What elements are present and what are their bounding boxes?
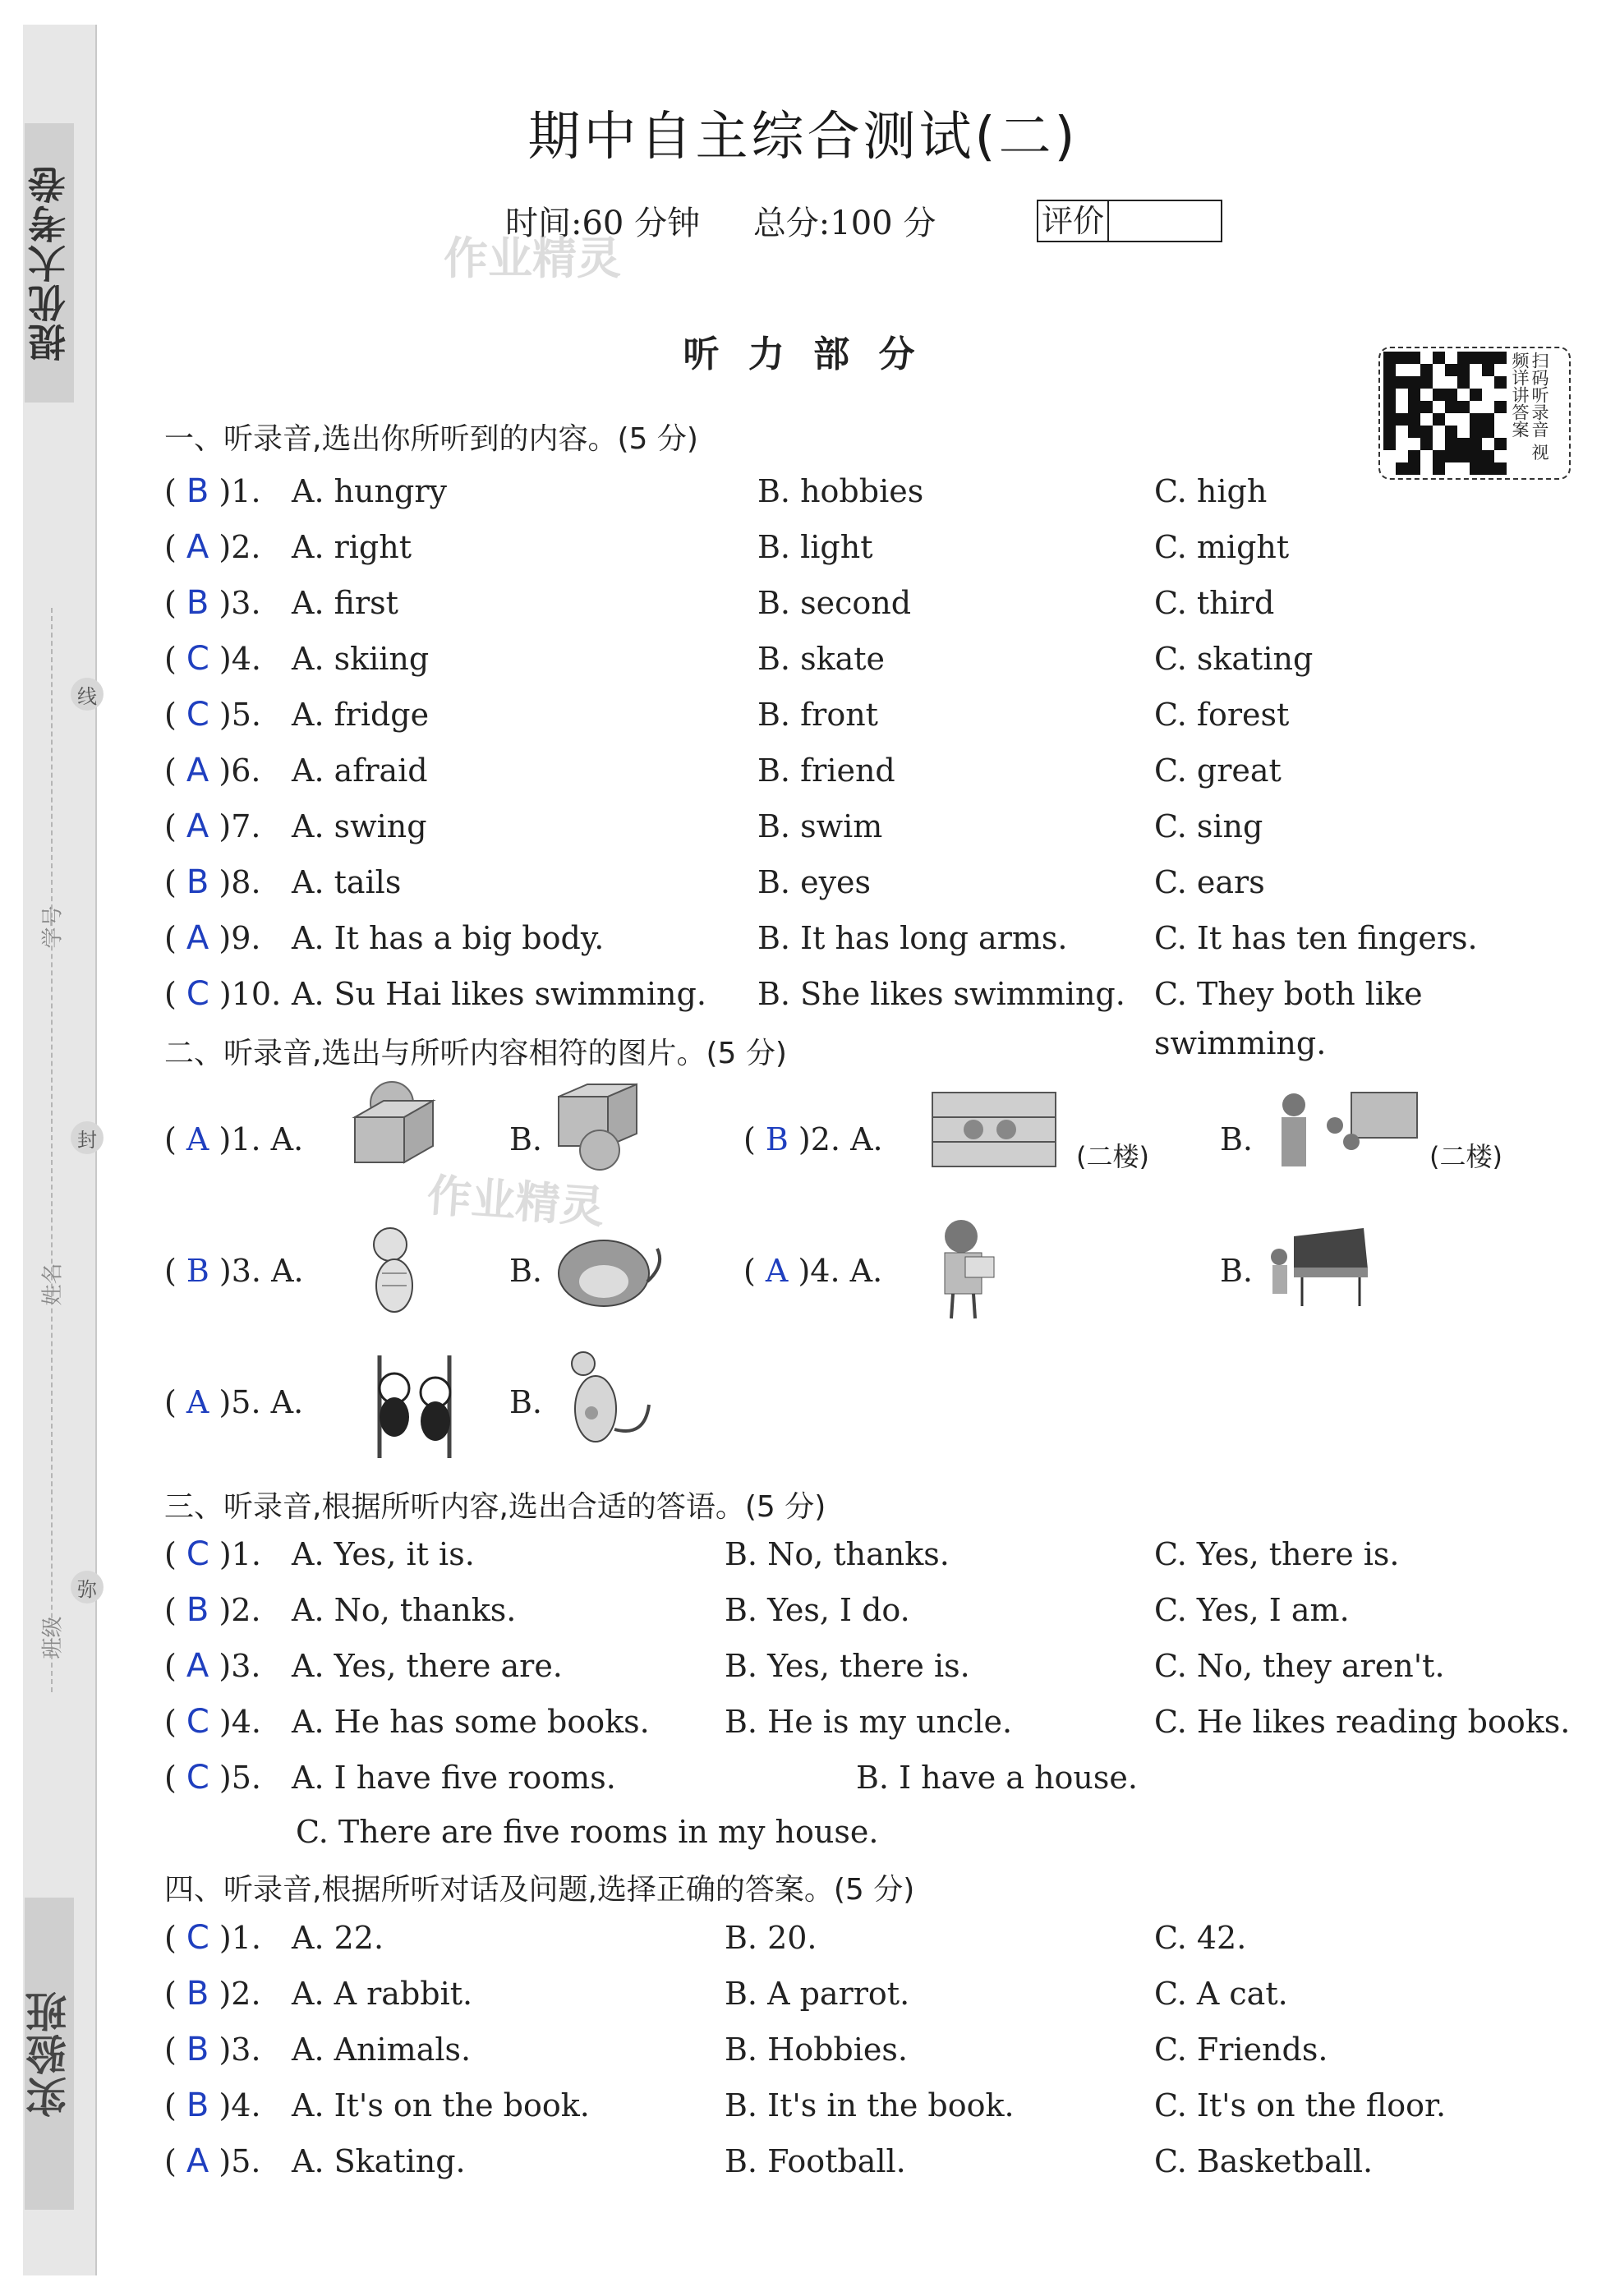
- answer-mark: B: [186, 1591, 209, 1629]
- answer-bracket: ( C )4.: [164, 640, 262, 678]
- option-a: A. Skating.: [292, 2143, 466, 2179]
- answer-mark: B: [186, 863, 209, 901]
- option-b: B. Yes, I do.: [725, 1592, 910, 1628]
- part1-question-row: [164, 690, 1577, 739]
- option-b: B. front: [757, 697, 878, 733]
- answer-mark: B: [186, 1975, 209, 2013]
- kangaroo-icon: [550, 1347, 657, 1458]
- question-number: 2.: [231, 1976, 261, 2012]
- option-a: A. tails: [292, 864, 402, 900]
- question-number: 9.: [231, 920, 261, 956]
- answer-bracket: ( B )4.: [164, 2087, 261, 2124]
- answer-bracket: ( B )3.: [164, 584, 261, 622]
- option-b: B. skate: [757, 641, 886, 677]
- part4-title: 四、听录音,根据所听对话及问题,选择正确的答案。(5 分): [164, 1873, 915, 1907]
- option-a: A. swing: [292, 808, 427, 844]
- option-c: C. ears: [1154, 864, 1265, 900]
- option-c: C. They both like swimming.: [1154, 976, 1423, 1061]
- answer-mark: B: [186, 2031, 209, 2068]
- part3-question-row: [164, 1641, 1577, 1691]
- answer-bracket: ( C )1.: [164, 1535, 262, 1573]
- option-a: A. It's on the book.: [292, 2087, 590, 2123]
- answer-mark: C: [186, 696, 209, 734]
- question-number: 4.: [231, 641, 262, 677]
- page-title: 期中自主综合测试(二): [527, 107, 1079, 168]
- option-c: C. Friends.: [1154, 2031, 1328, 2068]
- option-c: C. sing: [1154, 808, 1263, 844]
- question-number: 8.: [231, 864, 261, 900]
- option-c: C. forest: [1154, 697, 1290, 733]
- option-c: C. third: [1154, 585, 1275, 621]
- exam-time: 时间:60 分钟: [505, 205, 701, 242]
- option-b: B. She likes swimming.: [757, 976, 1125, 1012]
- part1-question-row: [164, 858, 1577, 907]
- part3-question-row: [164, 1697, 1577, 1746]
- question-number: 5.: [231, 1760, 262, 1796]
- question-number: 1.: [231, 1536, 262, 1572]
- option-a: A. fridge: [292, 697, 430, 733]
- answer-bracket: ( C )1.: [164, 1919, 262, 1957]
- floor-note-2: (二楼): [1429, 1141, 1502, 1172]
- answer-bracket: ( A )7.: [164, 808, 261, 845]
- option-b: B. A parrot.: [725, 1976, 910, 2012]
- option-c: C. great: [1154, 752, 1282, 789]
- part4-question-row: [164, 1913, 1577, 1962]
- option-c: C. skating: [1154, 641, 1314, 677]
- option-a: A. 22.: [292, 1920, 384, 1956]
- option-b: B. 20.: [725, 1920, 817, 1956]
- answer-mark: C: [186, 1535, 209, 1573]
- option-c: C. A cat.: [1154, 1976, 1288, 2012]
- qr-code-panel[interactable]: [1378, 347, 1571, 480]
- question-number: 5.: [231, 697, 262, 733]
- option-c: C. might: [1154, 529, 1290, 565]
- box-with-ball-beside-icon: [347, 1080, 445, 1171]
- option-c: C. He likes reading books.: [1154, 1704, 1571, 1740]
- option-a: A. No, thanks.: [292, 1592, 517, 1628]
- girl-reading-icon: [928, 1216, 1002, 1323]
- option-b: B. It has long arms.: [757, 920, 1068, 956]
- field-student-number: 学号: [40, 905, 66, 949]
- question-number: 4.: [231, 1704, 262, 1740]
- answer-bracket: ( A )9.: [164, 919, 261, 957]
- option-c: C. high: [1154, 473, 1268, 509]
- part2-row-3: ( A )5. A. B.: [164, 1384, 1577, 1420]
- library-room-icon: [928, 1084, 1064, 1175]
- part4-question-row: [164, 2081, 1577, 2130]
- binding-mark-seal: 封: [71, 1121, 104, 1154]
- part3-question-row: [164, 1753, 1577, 1850]
- field-class: 班级: [40, 1616, 66, 1659]
- part1-question-row: [164, 913, 1577, 963]
- part2-title: 二、听录音,选出与所听内容相符的图片。(5 分): [164, 1037, 787, 1070]
- option-a: A. right: [292, 529, 412, 565]
- option-b: B. light: [757, 529, 873, 565]
- option-b: B. friend: [757, 752, 895, 789]
- music-room-icon: [1261, 1080, 1421, 1183]
- watermark: 作业精灵: [444, 232, 621, 284]
- option-a: A. He has some books.: [292, 1704, 650, 1740]
- question-number: 10.: [231, 976, 282, 1012]
- question-number: 3.: [231, 1648, 261, 1684]
- option-a: A. A rabbit.: [292, 1976, 473, 2012]
- answer-mark: C: [186, 1703, 209, 1741]
- answer-bracket: ( C )5.: [164, 696, 262, 734]
- part1-title: 一、听录音,选出你所听到的内容。(5 分): [164, 422, 698, 456]
- answer-bracket: ( A )2.: [164, 528, 261, 566]
- binding-line: [51, 608, 53, 1692]
- option-c: C. It's on the floor.: [1154, 2087, 1447, 2123]
- option-a: A. first: [292, 585, 398, 621]
- option-b: B. I have a house.: [856, 1760, 1138, 1796]
- option-c: C. 42.: [1154, 1920, 1247, 1956]
- qr-code-icon[interactable]: [1383, 352, 1507, 475]
- part2-q3-label: ( B )3. A.: [164, 1253, 304, 1289]
- option-c: C. Yes, there is.: [1154, 1536, 1400, 1572]
- part2-q1-label: ( A )1. A.: [164, 1121, 304, 1157]
- question-number: 3.: [231, 585, 261, 621]
- part1-question-row: [164, 578, 1577, 628]
- ball-in-box-icon: [550, 1080, 649, 1175]
- option-c: C. No, they aren't.: [1154, 1648, 1445, 1684]
- question-number: 2.: [231, 1592, 261, 1628]
- option-a: A. afraid: [292, 752, 428, 789]
- tiger-icon: [361, 1224, 427, 1323]
- option-c: C. Yes, I am.: [1154, 1592, 1350, 1628]
- answer-bracket: ( A )3.: [164, 1647, 261, 1685]
- part1-question-row: [164, 522, 1577, 572]
- sidebar-class-label: 实验班: [25, 1898, 74, 2210]
- answer-mark: A: [186, 2142, 209, 2180]
- binding-mark-close: 弥: [71, 1571, 104, 1604]
- sidebar-series-label: 提优大考卷: [25, 123, 74, 403]
- watermark-2: 作业精灵: [425, 1169, 606, 1234]
- part2-q5-label: ( A )5. A.: [164, 1384, 304, 1420]
- option-a: A. It has a big body.: [292, 920, 605, 956]
- field-name: 姓名: [40, 1263, 66, 1306]
- part4-question-row: [164, 1969, 1577, 2018]
- answer-mark: A: [186, 752, 209, 789]
- answer-bracket: ( A )6.: [164, 752, 261, 789]
- option-b: B. hobbies: [757, 473, 924, 509]
- answer-bracket: ( B )2.: [164, 1975, 261, 2013]
- answer-mark: C: [186, 1919, 209, 1957]
- answer-mark: B: [186, 584, 209, 622]
- option-a: A. Animals.: [292, 2031, 472, 2068]
- option-a: A. Yes, it is.: [292, 1536, 475, 1572]
- answer-bracket: ( B )2.: [164, 1591, 261, 1629]
- qr-caption: 扫码听录音 视频详讲答案: [1510, 352, 1549, 461]
- evaluation-box: [1037, 200, 1222, 242]
- part2-q4-label: ( A )4. A.: [743, 1253, 883, 1289]
- answer-bracket: ( C )10.: [164, 975, 282, 1013]
- option-b: B. Hobbies.: [725, 2031, 908, 2068]
- question-number: 5.: [231, 2143, 261, 2179]
- part2-q2-label: ( B )2. A.: [743, 1121, 883, 1157]
- option-a: A. Yes, there are.: [292, 1648, 563, 1684]
- option-a: A. skiing: [292, 641, 430, 677]
- option-b: B. eyes: [757, 864, 872, 900]
- answer-mark: A: [186, 808, 209, 845]
- exam-total-score: 总分:100 分: [752, 205, 936, 242]
- option-c: C. Basketball.: [1154, 2143, 1374, 2179]
- answer-mark: A: [186, 919, 209, 957]
- answer-mark: C: [186, 975, 209, 1013]
- answer-bracket: ( B )3.: [164, 2031, 261, 2068]
- part3-question-row: [164, 1585, 1577, 1635]
- answer-mark: C: [186, 640, 209, 678]
- piano-icon: [1261, 1220, 1376, 1310]
- option-a: A. I have five rooms.: [292, 1760, 616, 1796]
- question-number: 4.: [231, 2087, 261, 2123]
- part3-title: 三、听录音,根据所听内容,选出合适的答语。(5 分): [164, 1490, 826, 1524]
- part4-question-row: [164, 2025, 1577, 2074]
- option-b: B. Football.: [725, 2143, 906, 2179]
- option-b: B. Yes, there is.: [725, 1648, 970, 1684]
- answer-bracket: ( B )1.: [164, 472, 261, 510]
- pandas-bamboo-icon: [355, 1351, 490, 1462]
- part2-row-2: ( B )3. A. B. ( A )4. A. B.: [164, 1253, 1577, 1289]
- question-number: 1.: [231, 1920, 262, 1956]
- option-a: A. Su Hai likes swimming.: [292, 976, 706, 1012]
- option-b: B. It's in the book.: [725, 2087, 1015, 2123]
- question-number: 6.: [231, 752, 261, 789]
- option-c: C. There are five rooms in my house.: [296, 1814, 879, 1850]
- option-c: C. It has ten fingers.: [1154, 920, 1478, 956]
- question-number: 2.: [231, 529, 261, 565]
- part1-question-row: [164, 802, 1577, 851]
- option-b: B. second: [757, 585, 912, 621]
- question-number: 7.: [231, 808, 261, 844]
- evaluation-label: 评价: [1038, 201, 1109, 241]
- part1-question-row: [164, 467, 1577, 516]
- option-b: B. No, thanks.: [725, 1536, 950, 1572]
- question-number: 1.: [231, 473, 261, 509]
- answer-bracket: ( B )8.: [164, 863, 261, 901]
- answer-bracket: ( C )5.: [164, 1759, 262, 1797]
- answer-mark: B: [186, 2087, 209, 2124]
- option-b: B. He is my uncle.: [725, 1704, 1013, 1740]
- fat-cat-icon: [550, 1224, 674, 1314]
- binding-mark-line: 线: [71, 678, 104, 711]
- option-a: A. hungry: [292, 473, 447, 509]
- answer-mark: A: [186, 528, 209, 566]
- answer-bracket: ( C )4.: [164, 1703, 262, 1741]
- question-number: 3.: [231, 2031, 261, 2068]
- section-heading-listening: 听 力 部 分: [683, 334, 923, 375]
- answer-bracket: ( A )5.: [164, 2142, 261, 2180]
- answer-mark: A: [186, 1647, 209, 1685]
- answer-mark: B: [186, 472, 209, 510]
- part2-row-1: ( A )1. A. B. ( B )2. A. (二楼) B. (二楼): [164, 1121, 1577, 1157]
- part1-question-row: [164, 634, 1577, 683]
- option-b: B. swim: [757, 808, 883, 844]
- part4-question-row: [164, 2137, 1577, 2186]
- answer-mark: C: [186, 1759, 209, 1797]
- part1-question-row: [164, 746, 1577, 795]
- part3-question-row: [164, 1530, 1577, 1579]
- floor-note: (二楼): [1076, 1141, 1149, 1172]
